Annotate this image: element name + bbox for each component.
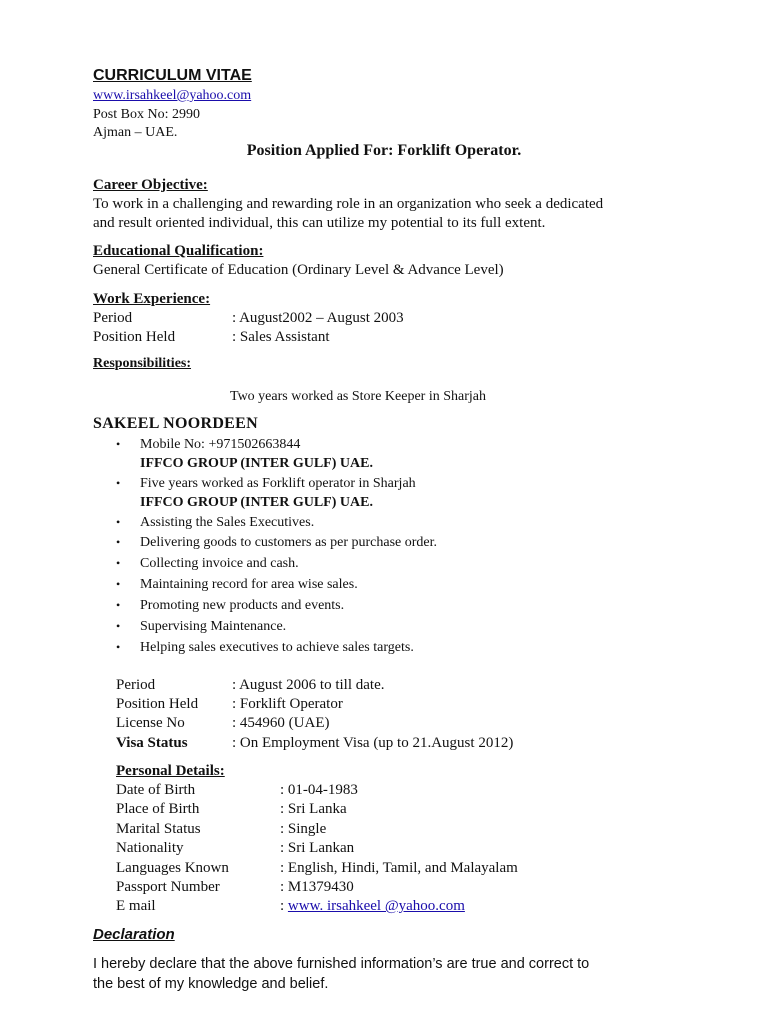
career-objective-line1: To work in a challenging and rewarding role in an organization who seek a dedicated — [93, 196, 604, 212]
nationality-value: : Sri Lankan — [280, 840, 355, 856]
nationality-label: Nationality — [116, 840, 184, 856]
email-label: E mail — [116, 898, 156, 914]
education-text: General Certificate of Education (Ordinary Level & Advance Level) — [93, 262, 504, 278]
bullet-marker: • — [116, 556, 121, 570]
location: Ajman – UAE. — [93, 125, 178, 140]
bullet-marker: • — [116, 619, 121, 633]
education-heading: Educational Qualification: — [93, 243, 264, 259]
passport-label: Passport Number — [116, 879, 220, 895]
list-item: Supervising Maintenance. — [140, 619, 287, 634]
list-item: Assisting the Sales Executives. — [140, 515, 315, 530]
responsibilities-heading: Responsibilities: — [93, 356, 192, 371]
visa-status-value: : On Employment Visa (up to 21.August 2012) — [232, 735, 514, 751]
website-link[interactable]: www.irsahkeel@yahoo.com — [93, 88, 252, 103]
declaration-line2: the best of my knowledge and belief. — [93, 976, 329, 992]
list-item: Five years worked as Forklift operator in Sharjah — [140, 476, 416, 491]
bullet-marker: • — [116, 535, 121, 549]
list-item: Promoting new products and events. — [140, 598, 345, 613]
marital-label: Marital Status — [116, 821, 201, 837]
bullet-marker: • — [116, 476, 121, 490]
languages-value: : English, Hindi, Tamil, and Malayalam — [280, 860, 518, 876]
career-objective-heading: Career Objective: — [93, 177, 208, 193]
list-item: Delivering goods to customers as per purchase order. — [140, 535, 438, 550]
list-item: Helping sales executives to achieve sales targets. — [140, 640, 414, 655]
job-period-value: : August 2006 to till date. — [232, 677, 385, 693]
visa-status-label: Visa Status — [116, 735, 188, 751]
work-position-label: Position Held — [93, 329, 176, 345]
bullet-marker: • — [116, 437, 121, 451]
job-position-label: Position Held — [116, 696, 199, 712]
personal-details-heading: Personal Details: — [116, 763, 225, 779]
work-position-value: : Sales Assistant — [232, 329, 330, 345]
list-item: Maintaining record for area wise sales. — [140, 577, 358, 592]
list-item: Mobile No: +971502663844 — [140, 437, 301, 452]
marital-value: : Single — [280, 821, 327, 837]
cv-title: CURRICULUM VITAE — [93, 67, 252, 84]
candidate-name: SAKEEL NOORDEEN — [93, 415, 258, 432]
dob-value: : 01-04-1983 — [280, 782, 358, 798]
pob-label: Place of Birth — [116, 801, 200, 817]
email-link[interactable]: www. irsahkeel @yahoo.com — [287, 898, 465, 914]
list-item: Collecting invoice and cash. — [140, 556, 299, 571]
email-value — [280, 897, 465, 916]
responsibilities-summary: Two years worked as Store Keeper in Sharjah — [230, 389, 486, 404]
languages-label: Languages Known — [116, 860, 229, 876]
career-objective-line2: and result oriented individual, this can utilize my potential to its full extent. — [93, 215, 546, 231]
job-period-label: Period — [116, 677, 156, 693]
list-item-employer: IFFCO GROUP (INTER GULF) UAE. — [140, 456, 373, 471]
bullet-marker: • — [116, 598, 121, 612]
dob-label: Date of Birth — [116, 782, 196, 798]
list-item-employer: IFFCO GROUP (INTER GULF) UAE. — [140, 495, 373, 510]
declaration-line1: I hereby declare that the above furnished information’s are true and correct to — [93, 956, 590, 972]
work-period-label: Period — [93, 310, 133, 326]
declaration-heading: Declaration — [93, 926, 175, 943]
pob-value: : Sri Lanka — [280, 801, 347, 817]
work-experience-heading: Work Experience: — [93, 291, 211, 307]
passport-value: : M1379430 — [280, 879, 354, 895]
position-applied: Position Applied For: Forklift Operator. — [246, 142, 522, 159]
email-colon: : — [280, 898, 288, 914]
license-value: : 454960 (UAE) — [232, 715, 330, 731]
license-label: License No — [116, 715, 185, 731]
work-period-value: : August2002 – August 2003 — [232, 310, 404, 326]
job-position-value: : Forklift Operator — [232, 696, 343, 712]
post-box: Post Box No: 2990 — [93, 107, 200, 122]
bullet-marker: • — [116, 515, 121, 529]
bullet-marker: • — [116, 640, 121, 654]
bullet-marker: • — [116, 577, 121, 591]
